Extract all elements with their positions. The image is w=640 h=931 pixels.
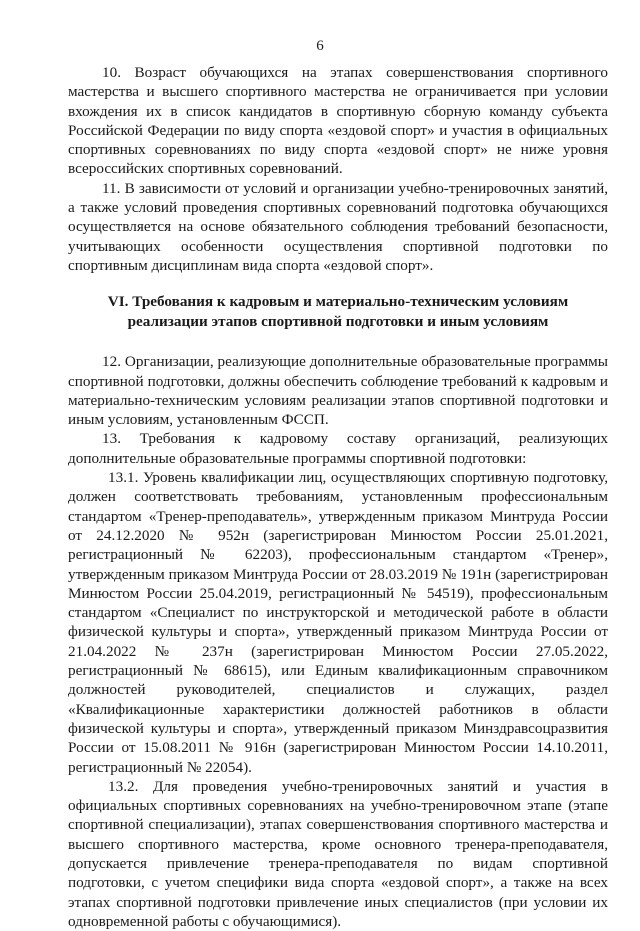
paragraph-13-1: 13.1. Уровень квалификации лиц, осуществляющих спортивную подготовку, должен соответствовать требованиям, установленным профессиональным стандартом «Тренер-преподаватель», утвержденным приказом Минтруда России от 24.12.2020 № 952н (зарегистрирован Минюстом России 25.01.2021, регистрационный № 62203), профессиональным стандартом «Тренер», утвержденным приказом Минтруда России от 28.03.2019 № 191н (зарегистрирован Минюстом России 25.04.2019, регистрационный № 54519), профессиональным стандартом «Специалист по инструкторской и методической работе в области физической культуры и спорта», утвержденный приказом Минтруда России от 21.04.2022 № 237н (зарегистрирован Минюстом России 27.05.2022, регистрационный № 68615), или Единым квалификационным справочником должностей руководителей, специалистов и служащих, раздел «Квалификационные характеристики должностей работников в области физической культуры и спорта», утвержденный приказом Минздравсоцразвития России от 15.08.2011 № 916н (зарегистрирован Минюстом России 14.10.2011, регистрационный № 22054). [68,469,608,776]
paragraph-11: 11. В зависимости от условий и организации учебно-тренировочных занятий, а также условий проведения спортивных соревнований подготовка обучающихся осуществляется на основе обязательного соблюдения требований безопасности, учитывающих особенности осуществления спортивной подготовки по спортивным дисциплинам вида спорта «ездовой спорт». [68,179,608,274]
paragraph-12: 12. Организации, реализующие дополнительные образовательные программы спортивной подготовки, должны обеспечить соблюдение требований к кадровым и материально-техническим условиям реализации этапов спортивной подготовки и иным условиям, установленным ФССП. [68,353,608,429]
paragraph-10: 10. Возраст обучающихся на этапах совершенствования спортивного мастерства и высшего спортивного мастерства не ограничивается при условии вхождения их в список кандидатов в спортивную сборную команду субъекта Российской Федерации по виду спорта «ездовой спорт» и участия в официальных спортивных соревнованиях по виду спорта «ездовой спорт» не ниже уровня всероссийских спортивных соревнований. [68,64,608,178]
section-heading: VI. Требования к кадровым и материально-техническим условиям реализации этапов спортивной подготовки и иным условиям [107,293,569,330]
paragraph-13: 13. Требования к кадровому составу организаций, реализующих дополнительные образовательные программы спортивной подготовки: [68,430,608,467]
paragraph-13-2: 13.2. Для проведения учебно-тренировочных занятий и участия в официальных спортивных соревнованиях на учебно-тренировочном этапе (этапе спортивной специализации), этапах совершенствования спортивного мастерства и высшего спортивного мастерства, кроме основного тренера-преподавателя, допускается привлечение тренера-преподавателя по видам спортивной подготовки, с учетом специфики вида спорта «ездовой спорт», а также на всех этапах спортивной подготовки привлечение иных специалистов (при условии их одновременной работы с обучающимися). [68,777,608,930]
page-number: 6 [316,38,324,54]
document-body [68,63,608,931]
